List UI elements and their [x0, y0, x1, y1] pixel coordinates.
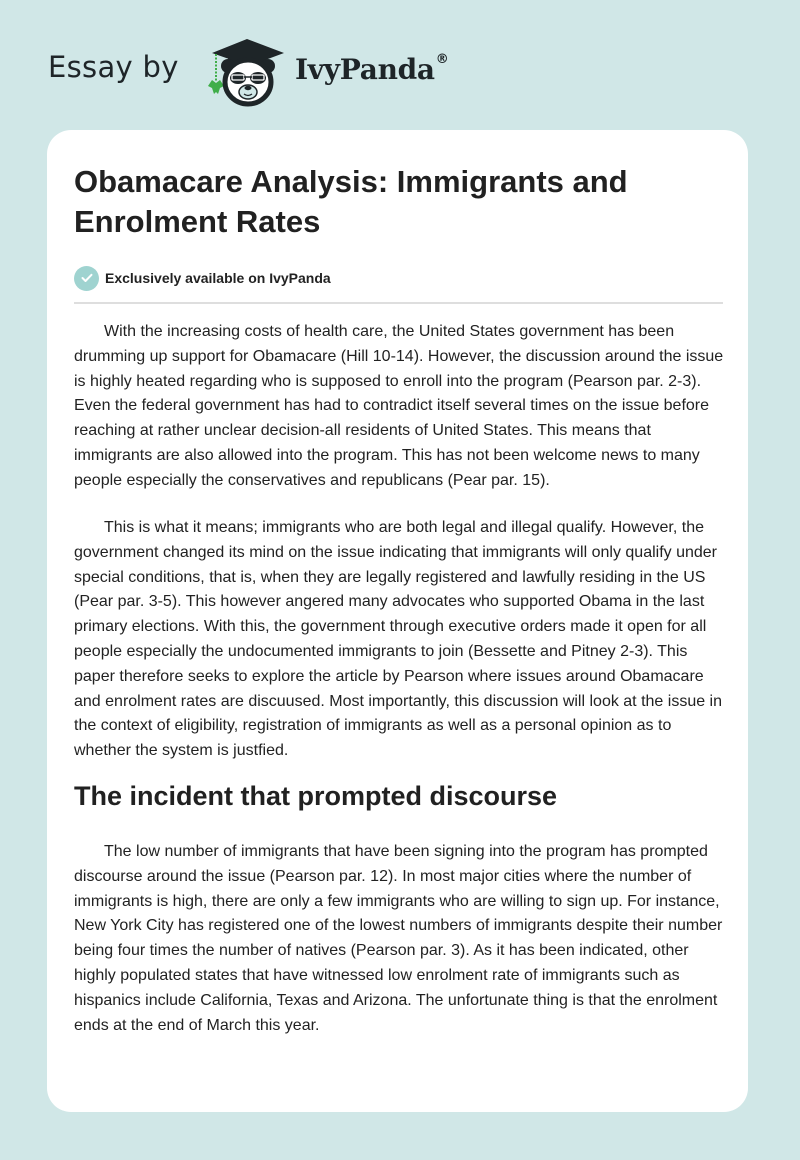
essay-by-label: Essay by — [48, 50, 179, 84]
site-header — [0, 0, 800, 120]
essay-card — [47, 130, 748, 1112]
exclusive-label: Exclusively available on IvyPanda — [105, 270, 331, 286]
paragraph: The low number of immigrants that have been signing into the program has prompted discourse around the issue (Pearson par. 12). In most major cities where the number of immigrants is high, there are only a few immigrants who are willing to sign up. For instance, New York City has registered one of the lowest numbers of immigrants despite their number being four times the number of natives (Pearson par. 3). As it has been indicated, other highly populated states that have witnessed low enrolment rate of immigrants such as hispanics include California, Texas and Arizona. The unfortunate thing is that the enrolment ends at the end of March this year. — [74, 843, 723, 1034]
title-divider — [74, 302, 723, 304]
paragraph: With the increasing costs of health care, the United States government has been drumming up support for Obamacare (Hill 10-14). However, the discussion around the issue is highly heated regarding who is supposed to enroll into the program (Pearson par. 2-3). Even the federal government has had to contradict itself several times on the issue before reaching at rather unclear decision-all residents of United States. This means that immigrants are also allowed into the program. This has not been welcome news to many people especially the conservatives and republicans (Pear par. 15). — [74, 323, 724, 489]
check-circle-icon — [74, 266, 99, 291]
panda-graduate-logo-icon — [202, 36, 292, 108]
exclusive-badge — [74, 265, 331, 291]
paragraph-incident — [74, 840, 728, 1038]
brand-name: IvyPanda® — [295, 51, 449, 86]
paragraph: This is what it means; immigrants who are both legal and illegal qualify. However, the government changed its mind on the issue indicating that immigrants will only qualify under special conditions, that is, when they are legally registered and lawfully residing in the US (Pear par. 3-5). This however angered many advocates who supported Obama in the last primary elections. With this, the government through executive orders made it open for all people especially the undocumented immigrants to join (Bessette and Pitney 2-3). This paper therefore seeks to explore the article by Pearson where issues around Obamacare and enrolment rates are discuused. Most importantly, this discussion will look at the issue in the context of eligibility, registration of immigrants as well as a personal opinion as to whether the system is justfied. — [74, 519, 723, 760]
paragraph-context — [74, 516, 728, 764]
section-heading: The incident that prompted discourse — [74, 781, 558, 811]
page-title: Obamacare Analysis: Immigrants and Enrolment Rates — [74, 164, 628, 239]
paragraph-intro — [74, 320, 728, 494]
